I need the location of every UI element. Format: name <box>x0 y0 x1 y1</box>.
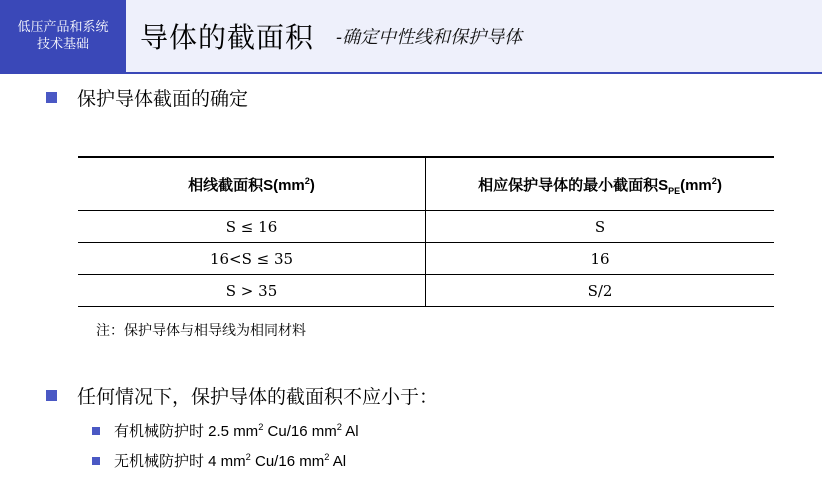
course-name-line2: 技术基础 <box>36 37 89 52</box>
table-row <box>78 243 774 275</box>
sub-bullet-text: 无机械防护时 4 $mm^2$ Cu/16 $mm^2$ Al <box>114 452 347 470</box>
cross-section-table <box>78 156 774 307</box>
square-bullet-icon <box>46 390 57 401</box>
sub-bullet-text: 有机械防护时 2.5 $mm^2$ Cu/16 $mm^2$ Al <box>114 422 359 440</box>
course-badge <box>0 0 126 72</box>
square-bullet-icon <box>92 457 100 465</box>
slide-subtitle: -确定中性线和保护导体 <box>336 27 523 48</box>
cell-phase: S > 35 <box>78 275 426 307</box>
cell-pe: S <box>426 211 775 243</box>
square-bullet-icon <box>92 427 100 435</box>
table-row <box>78 211 774 243</box>
sub-bullet-with-protection <box>92 420 359 441</box>
course-name-line1: 低压产品和系统 <box>17 20 109 35</box>
cell-phase: 16<S ≤ 35 <box>78 243 426 275</box>
table-header-row <box>78 157 774 211</box>
bullet-text: 任何情况下，保护导体的截面积不应小于： <box>77 386 439 408</box>
square-bullet-icon <box>46 92 57 103</box>
header-divider <box>0 72 822 74</box>
bullet-minimum-section <box>46 382 438 409</box>
cell-pe: S/2 <box>426 275 775 307</box>
slide-title: 导体的截面积 <box>140 21 315 54</box>
cell-phase: S ≤ 16 <box>78 211 426 243</box>
header-pe-min-section: 相应保护导体的最小截面积$S_{PE}(mm^2)$ <box>426 157 775 211</box>
header-phase-section: 相线截面积$S(mm^2)$ <box>78 157 426 211</box>
bullet-protective-section <box>46 84 248 111</box>
table-row <box>78 275 774 307</box>
sub-bullet-without-protection <box>92 450 346 471</box>
bullet-text: 保护导体截面的确定 <box>77 88 249 110</box>
cell-pe: 16 <box>426 243 775 275</box>
title-bar <box>126 0 822 72</box>
table-note: 注：保护导体与相导线为相同材料 <box>96 323 306 339</box>
